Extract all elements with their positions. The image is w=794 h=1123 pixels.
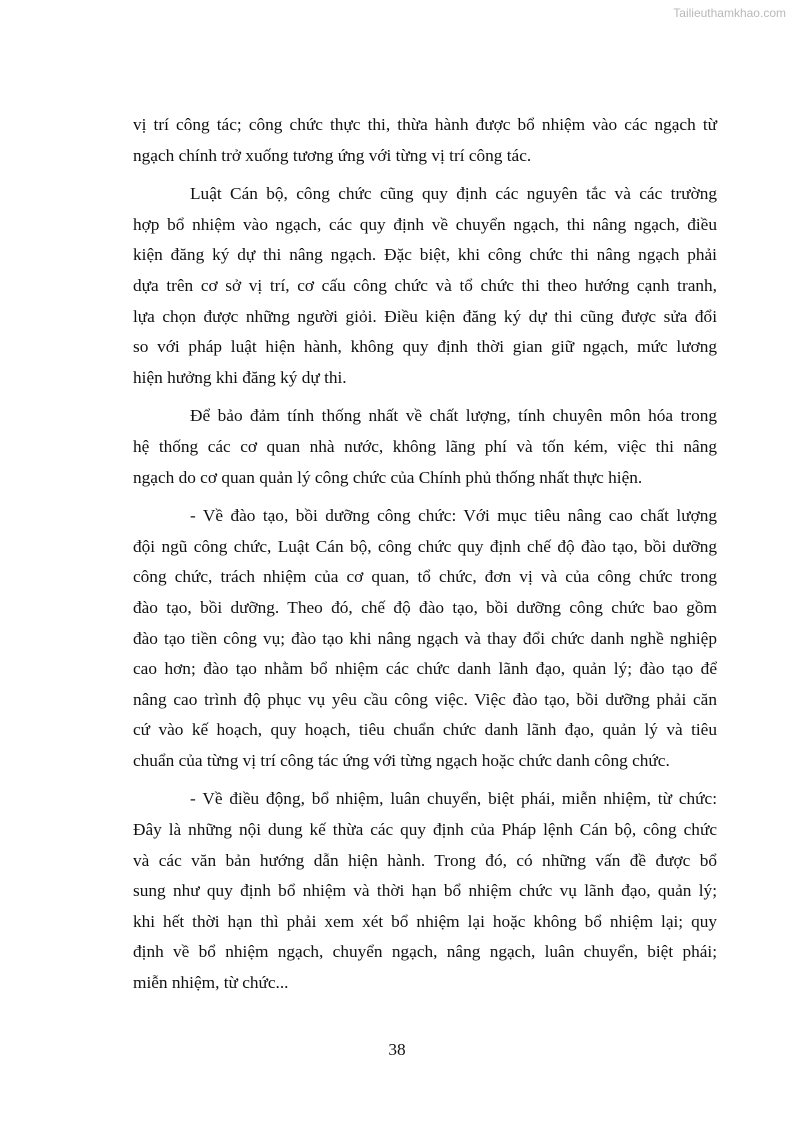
paragraph	[133, 784, 717, 998]
text-line: khi hết thời hạn thì phải xem xét bổ nhiệm lại hoặc không bổ nhiệm lại; quy	[133, 911, 717, 931]
text-line: đào tạo tiền công vụ; đào tạo khi nâng ngạch và thay đổi chức danh nghề nghiệp	[133, 628, 717, 648]
text-line: cứ vào kế hoạch, quy hoạch, tiêu chuẩn chức danh lãnh đạo, quản lý và tiêu	[133, 720, 717, 740]
text-line: miễn nhiệm, từ chức...	[133, 973, 289, 993]
text-line: dựa trên cơ sở vị trí, cơ cấu công chức và tổ chức thi theo hướng cạnh tranh,	[133, 275, 717, 295]
text-line: Luật Cán bộ, công chức cũng quy định các nguyên tắc và các trường	[190, 184, 717, 204]
text-line: công chức, trách nhiệm của cơ quan, tổ chức, đơn vị và của công chức trong	[133, 567, 717, 587]
paragraph	[133, 179, 717, 393]
text-line: hệ thống các cơ quan nhà nước, không lãng phí và tốn kém, việc thi nâng	[133, 436, 717, 456]
text-line: - Về đào tạo, bồi dưỡng công chức: Với mục tiêu nâng cao chất lượng	[190, 506, 717, 526]
text-line: chuẩn của từng vị trí công tác ứng với từng ngạch hoặc chức danh công chức.	[133, 750, 670, 770]
page-number: 38	[388, 1040, 406, 1059]
text-line: ngạch do cơ quan quản lý công chức của Chính phủ thống nhất thực hiện.	[133, 467, 643, 487]
document-body	[133, 110, 717, 999]
text-line: - Về điều động, bổ nhiệm, luân chuyển, biệt phái, miễn nhiệm, từ chức:	[190, 789, 717, 809]
text-line: hợp bổ nhiệm vào ngạch, các quy định về chuyển ngạch, thi nâng ngạch, điều	[133, 214, 717, 234]
text-line: vị trí công tác; công chức thực thi, thừa hành được bổ nhiệm vào các ngạch từ	[133, 115, 717, 134]
watermark: Tailieuthamkhao.com	[673, 6, 786, 20]
paragraph	[133, 110, 717, 171]
text-line: kiện đăng ký dự thi nâng ngạch. Đặc biệt, khi công chức thi nâng ngạch phải	[133, 245, 717, 265]
text-line: hiện hưởng khi đăng ký dự thi.	[133, 367, 347, 387]
text-line: đội ngũ công chức, Luật Cán bộ, công chức quy định chế độ đào tạo, bồi dưỡng	[133, 536, 717, 556]
text-line: lựa chọn được những người giỏi. Điều kiện đăng ký dự thi cũng được sửa đổi	[133, 306, 717, 326]
text-line: sung như quy định bổ nhiệm và thời hạn bổ nhiệm chức vụ lãnh đạo, quản lý;	[133, 881, 717, 901]
text-line: định về bổ nhiệm ngạch, chuyển ngạch, nâng ngạch, luân chuyển, biệt phái;	[133, 942, 717, 962]
paragraph	[133, 401, 717, 493]
paragraph	[133, 501, 717, 776]
text-line: nâng cao trình độ phục vụ yêu cầu công việc. Việc đào tạo, bồi dưỡng phải căn	[133, 689, 717, 709]
text-line: đào tạo, bồi dưỡng. Theo đó, chế độ đào tạo, bồi dưỡng công chức bao gồm	[133, 597, 717, 617]
text-line: so với pháp luật hiện hành, không quy định thời gian giữ ngạch, mức lương	[133, 337, 717, 357]
text-line: Để bảo đảm tính thống nhất về chất lượng, tính chuyên môn hóa trong	[190, 406, 717, 426]
text-line: cao hơn; đào tạo nhằm bổ nhiệm các chức danh lãnh đạo, quản lý; đào tạo để	[133, 659, 717, 679]
text-line: Đây là những nội dung kế thừa các quy định của Pháp lệnh Cán bộ, công chức	[133, 820, 717, 840]
text-line: ngạch chính trở xuống tương ứng với từng vị trí công tác.	[133, 145, 532, 165]
text-line: và các văn bản hướng dẫn hiện hành. Trong đó, có những vấn đề được bổ	[133, 850, 717, 870]
